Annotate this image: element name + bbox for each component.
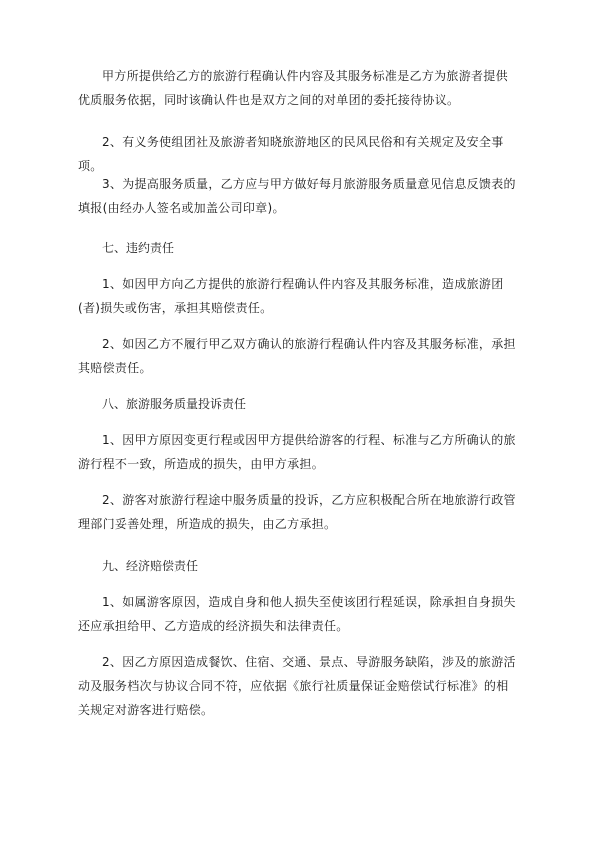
paragraph-customs-notice: 2、有义务使组团社及旅游者知晓旅游地区的民风民俗和有关规定及安全事项。 xyxy=(78,135,504,173)
paragraph-breach-party-b: 2、如因乙方不履行甲乙双方确认的旅游行程确认件内容及其服务标准，承担其赔偿责任。 xyxy=(78,337,516,375)
paragraph-quality-feedback: 3、为提高服务质量，乙方应与甲方做好每月旅游服务质量意见信息反馈表的填报(由经办人签名或加盖公司印章)。 xyxy=(78,177,516,215)
paragraph-tourist-fault: 1、如属游客原因，造成自身和他人损失至使该团行程延误，除承担自身损失还应承担给甲、乙方造成的经济损失和法律责任。 xyxy=(78,595,516,633)
section-heading-complaints: 八、旅游服务质量投诉责任 xyxy=(102,397,247,411)
paragraph-confirmation-basis: 甲方所提供给乙方的旅游行程确认件内容及其服务标准是乙方为旅游者提供优质服务依据，同时该确认件也是双方之间的对单团的委托接待协议。 xyxy=(78,69,508,107)
paragraph-service-complaint: 2、游客对旅游行程途中服务质量的投诉，乙方应积极配合所在地旅游行政管理部门妥善处理，所造成的损失，由乙方承担。 xyxy=(78,493,516,531)
paragraph-itinerary-change: 1、因甲方原因变更行程或因甲方提供给游客的行程、标准与乙方所确认的旅游行程不一致，所造成的损失，由甲方承担。 xyxy=(78,433,516,471)
section-heading-compensation: 九、经济赔偿责任 xyxy=(102,559,199,573)
paragraph-breach-party-a: 1、如因甲方向乙方提供的旅游行程确认件内容及其服务标准，造成旅游团(者)损失或伤害，承担其赔偿责任。 xyxy=(78,277,504,315)
section-heading-breach: 七、违约责任 xyxy=(102,241,175,255)
paragraph-service-defect: 2、因乙方原因造成餐饮、住宿、交通、景点、导游服务缺陷，涉及的旅游活动及服务档次与协议合同不符，应依据《旅行社质量保证金赔偿试行标准》的相关规定对游客进行赔偿。 xyxy=(78,655,516,717)
